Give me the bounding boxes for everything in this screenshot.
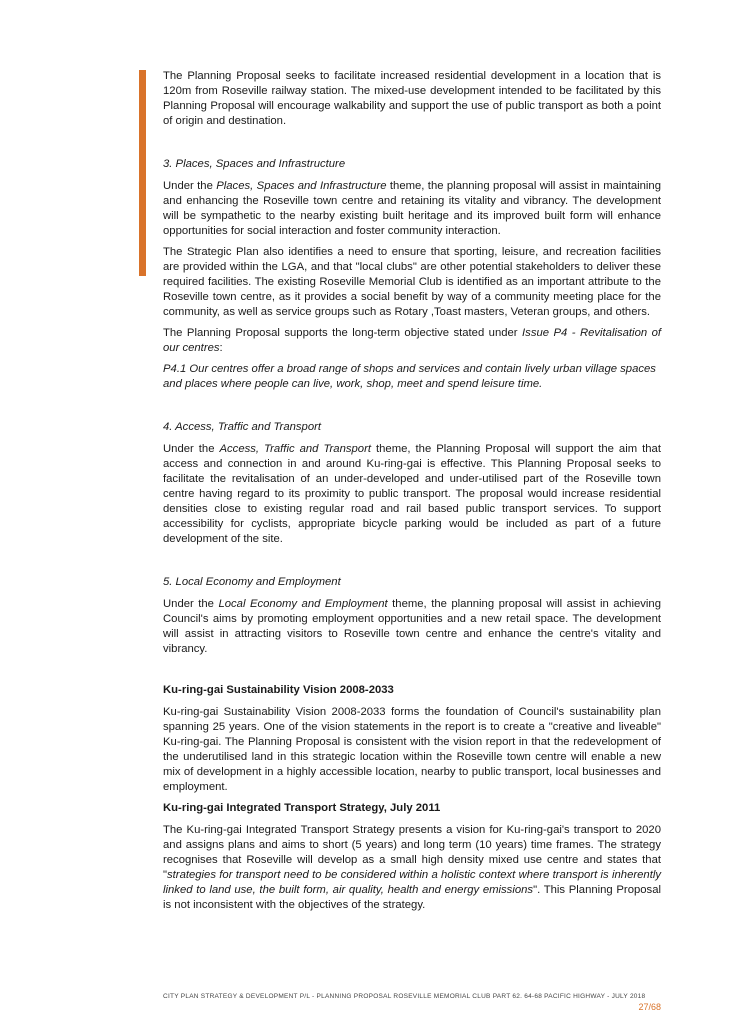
transport-strategy-heading: Ku-ring-gai Integrated Transport Strategy, July 2011 (163, 802, 441, 814)
page-footer: CITY PLAN STRATEGY & DEVELOPMENT P/L - PLANNING PROPOSAL ROSEVILLE MEMORIAL CLUB PART 62. 64-68 PACIFIC HIGHWAY - JULY 2018 (163, 993, 646, 1000)
section-4-heading: 4. Access, Traffic and Transport (163, 421, 322, 433)
section-4-paragraph-1: Under the Access, Traffic and Transport theme, the Planning Proposal will support the aim that access and connection in and around Ku-ring-gai is effective. This Planning Proposal seeks to facilitate the revitalisation of an under-developed and under-utilised part of the Roseville town centre having regard to its proximity to public transport. The proposal would increase residential densities close to existing regular road and rail based public transport services. To support accessibility for cyclists, appropriate bicycle parking would be included as part of a future development of the site. (163, 443, 661, 545)
page-number: 27/68 (638, 1002, 661, 1012)
section-3-paragraph-1: Under the Places, Spaces and Infrastructure theme, the planning proposal will assist in maintaining and enhancing the Roseville town centre and retaining its vitality and vibrancy. The development will be sympathetic to the nearby existing built heritage and its improved built form will enhance opportunities for social interaction and foster community interaction. (163, 180, 661, 237)
intro-paragraph: The Planning Proposal seeks to facilitate increased residential development in a location that is 120m from Roseville railway station. The mixed-use development intended to be facilitated by this Planning Proposal will encourage walkability and support the use of public transport as both a point of origin and destination. (163, 70, 661, 127)
section-3-paragraph-3: The Planning Proposal supports the long-term objective stated under Issue P4 - Revitalisation of our centres: (163, 327, 661, 354)
section-3-quote: P4.1 Our centres offer a broad range of shops and services and contain lively urban village spaces and places where people can live, work, shop, meet and spend leisure time. (163, 363, 656, 390)
section-5-heading: 5. Local Economy and Employment (163, 576, 341, 588)
section-3-paragraph-2: The Strategic Plan also identifies a need to ensure that sporting, leisure, and recreation facilities are provided within the LGA, and that "local clubs" are other potential stakeholders to deliver these required facilities. The existing Roseville Memorial Club is identified as an important attribute to the Roseville town centre, as it provides a social benefit by way of a community meeting place for the community, as well as service groups such as Rotary ,Toast masters, Veteran groups, and others. (163, 246, 661, 318)
accent-sidebar-bar (139, 70, 146, 276)
vision-paragraph: Ku-ring-gai Sustainability Vision 2008-2033 forms the foundation of Council's sustainability plan spanning 25 years. One of the vision statements in the report is to create a "creative and liveable" Ku-ring-gai. The Planning Proposal is consistent with the vision report in that the redevelopment of the underutilised land in this strategic location within the Roseville town centre will enable a new mix of development in a highly accessible location, nearby to public transport, local businesses and employment. (163, 706, 661, 793)
vision-heading: Ku-ring-gai Sustainability Vision 2008-2033 (163, 684, 394, 696)
transport-strategy-paragraph: The Ku-ring-gai Integrated Transport Strategy presents a vision for Ku-ring-gai's transport to 2020 and assigns plans and aims to short (5 years) and long term (10 years) time frames. The strategy recognises that Roseville will develop as a small high density mixed use centre and states that "strategies for transport need to be considered within a holistic context where transport is inherently linked to land use, the built form, air quality, health and energy emissions". This Planning Proposal is not inconsistent with the objectives of the strategy. (163, 824, 661, 911)
section-3-heading: 3. Places, Spaces and Infrastructure (163, 158, 346, 170)
section-5-paragraph-1: Under the Local Economy and Employment theme, the planning proposal will assist in achieving Council's aims by promoting employment opportunities and a new retail space. The development will assist in attracting visitors to Roseville town centre and enhance the centre's vitality and vibrancy. (163, 598, 661, 655)
page-content (163, 69, 661, 919)
